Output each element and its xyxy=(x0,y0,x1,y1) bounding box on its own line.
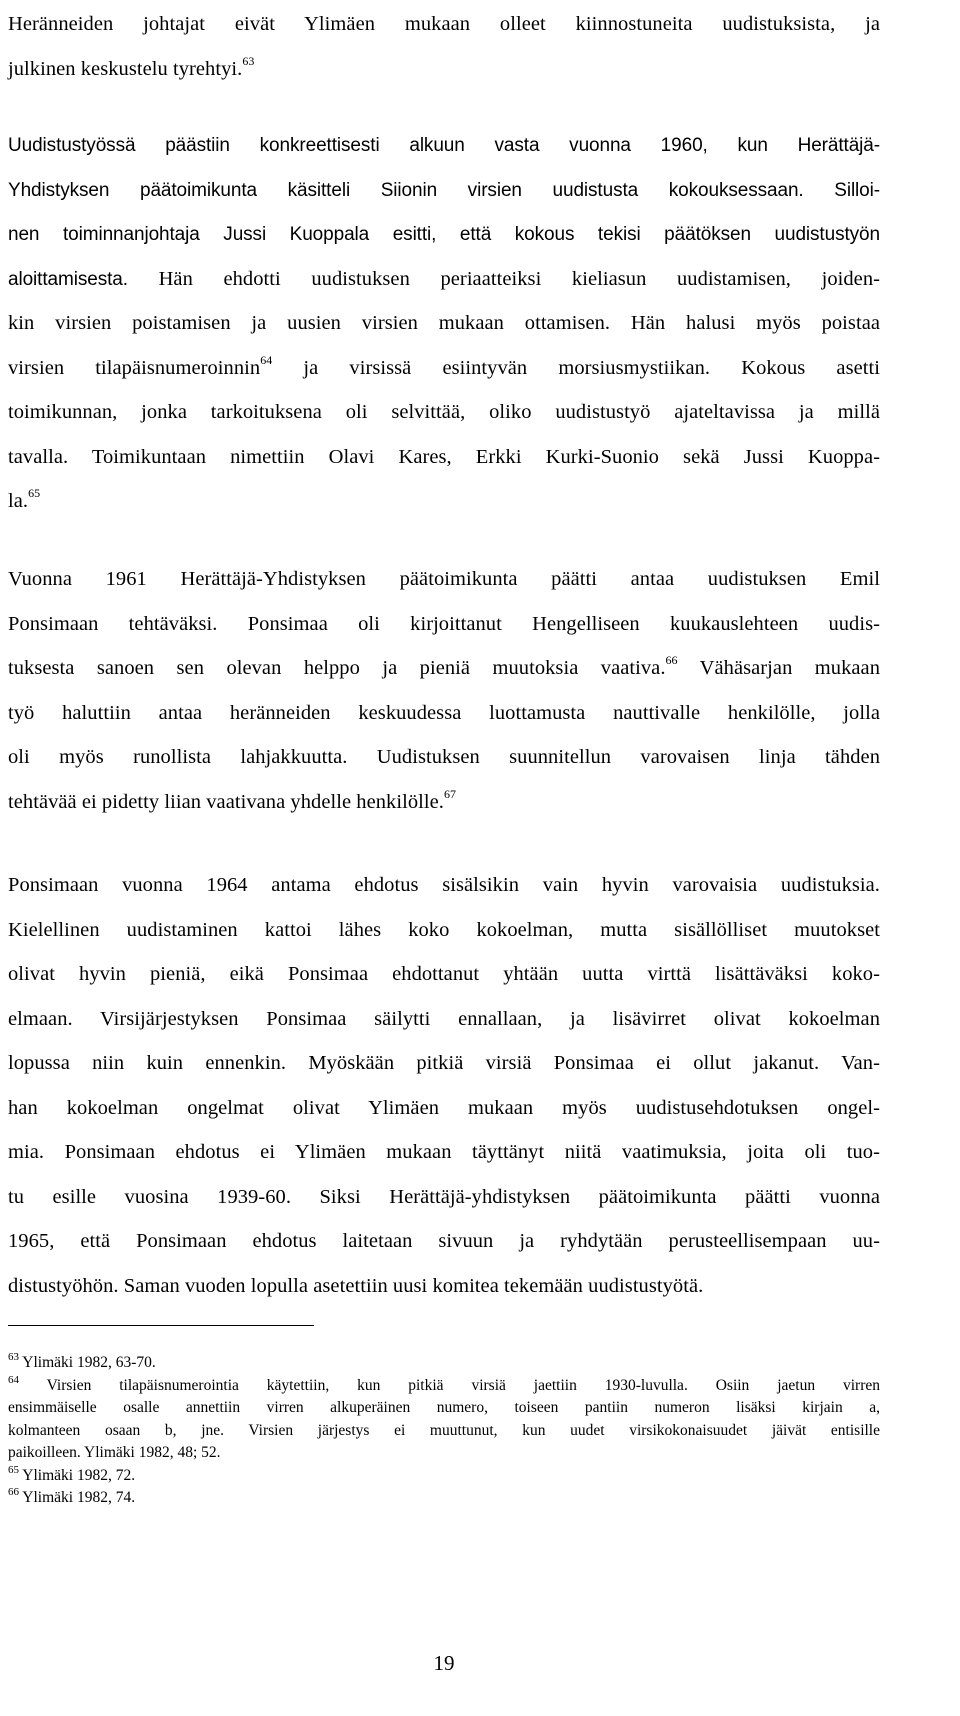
text-line xyxy=(8,646,880,691)
footnote xyxy=(8,1465,880,1488)
footnote-number: 66 xyxy=(8,1486,19,1498)
text-line xyxy=(8,47,880,92)
footnote-line xyxy=(8,1397,880,1420)
text-line xyxy=(8,997,880,1042)
text-run: han kokoelman ongelmat olivat Ylimäen mukaan myös uudistusehdotuksen ongel- xyxy=(8,1096,880,1119)
text-run: kin virsien poistamisen ja uusien virsien mukaan ottamisen. Hän halusi myös poistaa xyxy=(8,312,880,334)
text-run: tuksesta sanoen sen olevan helppo ja pieniä muutoksia vaativa. xyxy=(8,657,666,679)
footnote-text: Ylimäki 1982, 72. xyxy=(19,1466,136,1484)
text-line xyxy=(8,479,880,524)
text-line xyxy=(8,780,880,825)
footnote-line xyxy=(8,1442,880,1465)
text-run: Ponsimaan vuonna 1964 antama ehdotus sisälsikin vain hyvin varovaisia uudistuksia. xyxy=(8,874,880,896)
text-line xyxy=(8,123,880,168)
text-run: nen toiminnanjohtaja Jussi Kuoppala esitti, että kokous tekisi päätöksen uudistustyön xyxy=(8,224,880,245)
text-line xyxy=(8,952,880,997)
text-line xyxy=(8,1130,880,1175)
text-line xyxy=(8,557,880,602)
footnote xyxy=(8,1352,880,1375)
text-line xyxy=(8,1086,880,1131)
footnote-reference[interactable]: 67 xyxy=(443,786,457,801)
footnote-line xyxy=(8,1352,880,1375)
text-run: distustyöhön. Saman vuoden lopulla asetettiin uusi komitea tekemään uudistustyötä. xyxy=(8,1274,704,1297)
text-run: oli myös runollista lahjakkuutta. Uudistuksen suunnitellun varovaisen linja tähden xyxy=(8,746,880,768)
text-run: tavalla. Toimikuntaan nimettiin Olavi Kares, Erkki Kurki-Suonio sekä Jussi Kuoppa- xyxy=(8,445,880,468)
text-line xyxy=(8,1175,880,1220)
footnote-text: Ylimäki 1982, 63-70. xyxy=(19,1354,156,1371)
text-run: virsien tilapäisnumeroinnin xyxy=(8,356,261,379)
text-run: elmaan. Virsijärjestyksen Ponsimaa säilytti ennallaan, ja lisävirret olivat kokoelman xyxy=(8,1007,880,1030)
text-run: Vuonna 1961 Herättäjä-Yhdistyksen päätoimikunta päätti antaa uudistuksen Emil xyxy=(8,568,880,590)
text-run: lopussa niin kuin ennenkin. Myöskään pitkiä virsiä Ponsimaa ei ollut jakanut. Van- xyxy=(8,1052,880,1074)
footnote-text: Ylimäki 1982, 74. xyxy=(19,1489,136,1506)
text-run: Vähäsarjan mukaan xyxy=(677,657,880,679)
text-run: Kielellinen uudistaminen kattoi lähes koko kokoelman, mutta sisällölliset muutokset xyxy=(8,918,880,941)
text-line xyxy=(8,2,880,47)
footnote-number: 63 xyxy=(8,1351,19,1363)
footnote xyxy=(8,1487,880,1510)
text-line xyxy=(8,863,880,908)
text-line xyxy=(8,908,880,953)
footnote-number: 64 xyxy=(8,1373,19,1386)
paragraph-4 xyxy=(8,863,880,1308)
text-run: Heränneiden johtajat eivät Ylimäen mukaan olleet kiinnostuneita uudistuksista, ja xyxy=(8,13,880,35)
text-run: tehtävää ei pidetty liian vaativana yhdelle henkilölle. xyxy=(8,790,444,813)
text-run: aloittamisesta. xyxy=(8,268,128,290)
footnote-text: ensimmäiselle osalle annettiin virren alkuperäinen numero, toiseen pantiin numeron lisäksi kirjain a, xyxy=(8,1399,880,1416)
text-run: 1965, että Ponsimaan ehdotus laitetaan sivuun ja ryhdytään perusteellisempaan uu- xyxy=(8,1230,880,1252)
text-run: mia. Ponsimaan ehdotus ei Ylimäen mukaan täyttänyt niitä vaatimuksia, joita oli tuo- xyxy=(8,1141,880,1163)
text-run: la. xyxy=(8,490,29,512)
text-line xyxy=(8,390,880,435)
paragraph-3 xyxy=(8,557,880,824)
text-line xyxy=(8,1219,880,1264)
footnote-reference[interactable]: 63 xyxy=(242,53,255,68)
text-line xyxy=(8,1264,880,1309)
text-run: olivat hyvin pieniä, eikä Ponsimaa ehdottanut yhtään uutta virttä lisättäväksi koko- xyxy=(8,963,880,985)
footnote-text: kolmanteen osaan b, jne. Virsien järjestys ei muuttunut, kun uudet virsikokonaisuudet jäivät entisille xyxy=(8,1421,880,1439)
text-line xyxy=(8,301,880,346)
footnote-separator xyxy=(8,1325,314,1326)
text-run: Uudistustyössä päästiin konkreettisesti alkuun vasta vuonna 1960, kun Herättäjä- xyxy=(8,135,880,156)
footnotes xyxy=(8,1352,880,1510)
footnote-number: 65 xyxy=(8,1463,19,1476)
footnote-line xyxy=(8,1487,880,1510)
text-line xyxy=(8,257,880,302)
text-line xyxy=(8,212,880,257)
text-run: toimikunnan, jonka tarkoituksena oli selvittää, oliko uudistustyö ajateltavissa ja millä xyxy=(8,401,880,423)
text-line xyxy=(8,346,880,391)
text-run: ja virsissä esiintyvän morsiusmystiikan. Kokous asetti xyxy=(272,356,880,379)
text-line xyxy=(8,1041,880,1086)
text-run: julkinen keskustelu tyrehtyi. xyxy=(8,57,243,80)
text-line xyxy=(8,602,880,647)
footnote-text: Virsien tilapäisnumerointia käytettiin, kun pitkiä virsiä jaettiin 1930-luvulla. Osiin jaetun virren xyxy=(19,1376,880,1394)
text-run: työ haluttiin antaa heränneiden keskuudessa luottamusta nauttivalle henkilölle, jolla xyxy=(8,701,880,724)
text-run: Hän ehdotti uudistuksen periaatteiksi kieliasun uudistamisen, joiden- xyxy=(127,267,880,290)
page-number: 19 xyxy=(433,1651,455,1675)
text-line xyxy=(8,435,880,480)
paragraph-2 xyxy=(8,123,880,524)
footnote-reference[interactable]: 66 xyxy=(665,653,678,667)
footnote-line xyxy=(8,1420,880,1443)
footnote-line xyxy=(8,1375,880,1398)
footnote-reference[interactable]: 65 xyxy=(28,486,41,500)
footnote-line xyxy=(8,1465,880,1488)
footnote-reference[interactable]: 64 xyxy=(260,352,273,367)
footnote-text: paikoilleen. Ylimäki 1982, 48; 52. xyxy=(8,1444,221,1461)
text-run: Yhdistyksen päätoimikunta käsitteli Siionin virsien uudistusta kokouksessaan. Silloi- xyxy=(8,179,880,201)
text-line xyxy=(8,168,880,213)
paragraph-1 xyxy=(8,2,880,91)
text-line xyxy=(8,735,880,780)
footnote xyxy=(8,1375,880,1465)
text-run: tu esille vuosina 1939-60. Siksi Herättäjä-yhdistyksen päätoimikunta päätti vuonna xyxy=(8,1185,880,1208)
text-line xyxy=(8,691,880,736)
text-run: Ponsimaan tehtäväksi. Ponsimaa oli kirjoittanut Hengelliseen kuukauslehteen uudis- xyxy=(8,612,880,635)
